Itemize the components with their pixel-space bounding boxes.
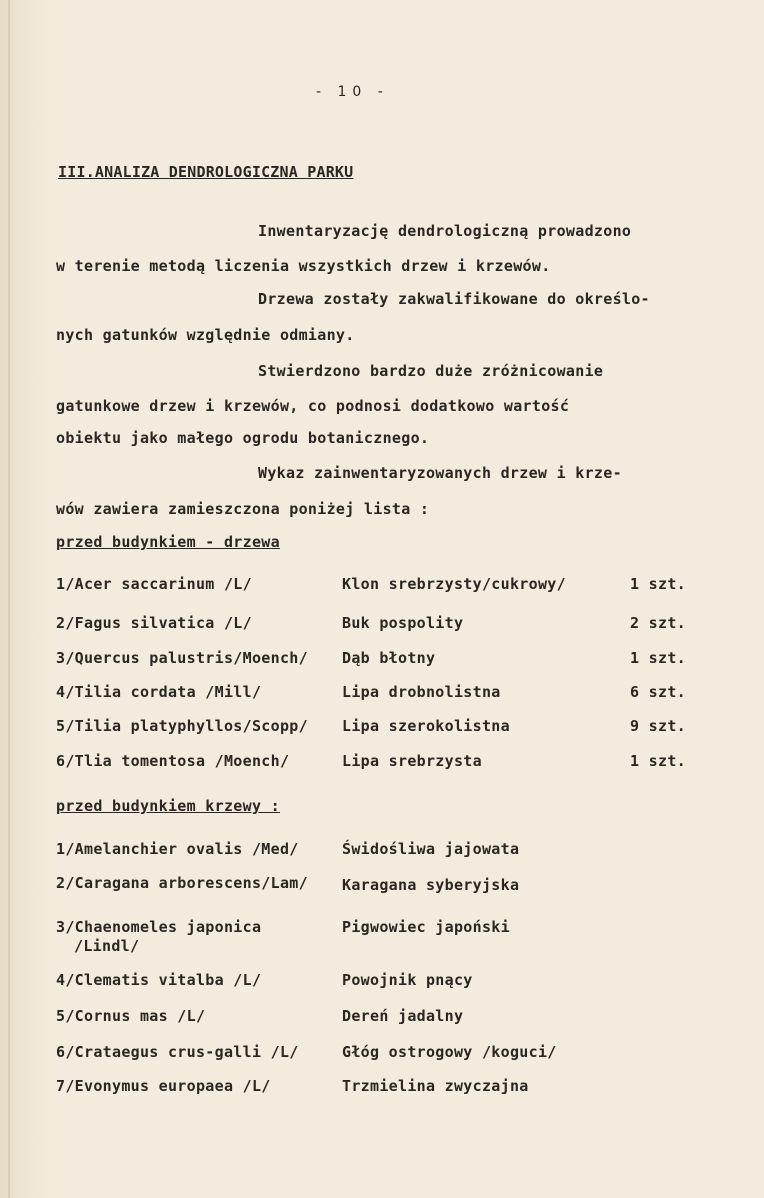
shrub-polish-name: Karagana syberyjska xyxy=(342,876,520,894)
tree-latin-name: 2/Fagus silvatica /L/ xyxy=(56,614,252,632)
shrub-latin-name: 7/Evonymus europaea /L/ xyxy=(56,1077,271,1095)
shrubs-section-heading: przed budynkiem krzewy : xyxy=(56,797,280,815)
page-edge xyxy=(8,0,10,1198)
tree-latin-name: 5/Tilia platyphyllos/Scopp/ xyxy=(56,717,308,735)
tree-count: 9 szt. xyxy=(630,717,686,735)
tree-count: 2 szt. xyxy=(630,614,686,632)
tree-latin-name: 4/Tilia cordata /Mill/ xyxy=(56,683,262,701)
shrub-latin-name: 2/Caragana arborescens/Lam/ xyxy=(56,874,308,892)
shrub-polish-name: Dereń jadalny xyxy=(342,1007,464,1025)
tree-latin-name: 3/Quercus palustris/Moench/ xyxy=(56,649,308,667)
paragraph-line: Wykaz zainwentaryzowanych drzew i krze- xyxy=(258,464,622,482)
paragraph-line: Drzewa zostały zakwalifikowane do określo- xyxy=(258,290,650,308)
paragraph-line: Stwierdzono bardzo duże zróżnicowanie xyxy=(258,362,604,380)
shrub-latin-name: 5/Cornus mas /L/ xyxy=(56,1007,206,1025)
tree-polish-name: Lipa szerokolistna xyxy=(342,717,510,735)
trees-section-heading: przed budynkiem - drzewa xyxy=(56,533,280,551)
tree-latin-name: 6/Tlia tomentosa /Moench/ xyxy=(56,752,290,770)
paragraph-line: nych gatunków względnie odmiany. xyxy=(56,326,355,344)
tree-count: 1 szt. xyxy=(630,752,686,770)
tree-count: 1 szt. xyxy=(630,575,686,593)
shrub-polish-name: Pigwowiec japoński xyxy=(342,918,510,936)
shrub-polish-name: Świdośliwa jajowata xyxy=(342,840,520,858)
tree-polish-name: Klon srebrzysty/cukrowy/ xyxy=(342,575,566,593)
paragraph-line: w terenie metodą liczenia wszystkich drzew i krzewów. xyxy=(56,257,551,275)
shrub-latin-author: /Lindl/ xyxy=(74,937,140,955)
shrub-latin-name: 6/Crataegus crus-galli /L/ xyxy=(56,1043,299,1061)
shrub-latin-name: 1/Amelanchier ovalis /Med/ xyxy=(56,840,299,858)
shrub-polish-name: Głóg ostrogowy /koguci/ xyxy=(342,1043,557,1061)
shrub-latin-name: 3/Chaenomeles japonica xyxy=(56,918,262,936)
tree-latin-name: 1/Acer saccarinum /L/ xyxy=(56,575,252,593)
shrub-latin-name: 4/Clematis vitalba /L/ xyxy=(56,971,262,989)
tree-polish-name: Lipa srebrzysta xyxy=(342,752,482,770)
shrub-polish-name: Powojnik pnący xyxy=(342,971,473,989)
paragraph-line: wów zawiera zamieszczona poniżej lista : xyxy=(56,500,430,518)
paragraph-line: Inwentaryzację dendrologiczną prowadzono xyxy=(258,222,632,240)
section-heading: III.ANALIZA DENDROLOGICZNA PARKU xyxy=(58,163,354,181)
tree-count: 1 szt. xyxy=(630,649,686,667)
tree-polish-name: Lipa drobnolistna xyxy=(342,683,501,701)
tree-polish-name: Dąb błotny xyxy=(342,649,436,667)
shrub-polish-name: Trzmielina zwyczajna xyxy=(342,1077,529,1095)
tree-polish-name: Buk pospolity xyxy=(342,614,464,632)
page-number: - 10 - xyxy=(316,84,389,100)
paragraph-line: obiektu jako małego ogrodu botanicznego. xyxy=(56,429,430,447)
paragraph-line: gatunkowe drzew i krzewów, co podnosi dodatkowo wartość xyxy=(56,397,570,415)
tree-count: 6 szt. xyxy=(630,683,686,701)
